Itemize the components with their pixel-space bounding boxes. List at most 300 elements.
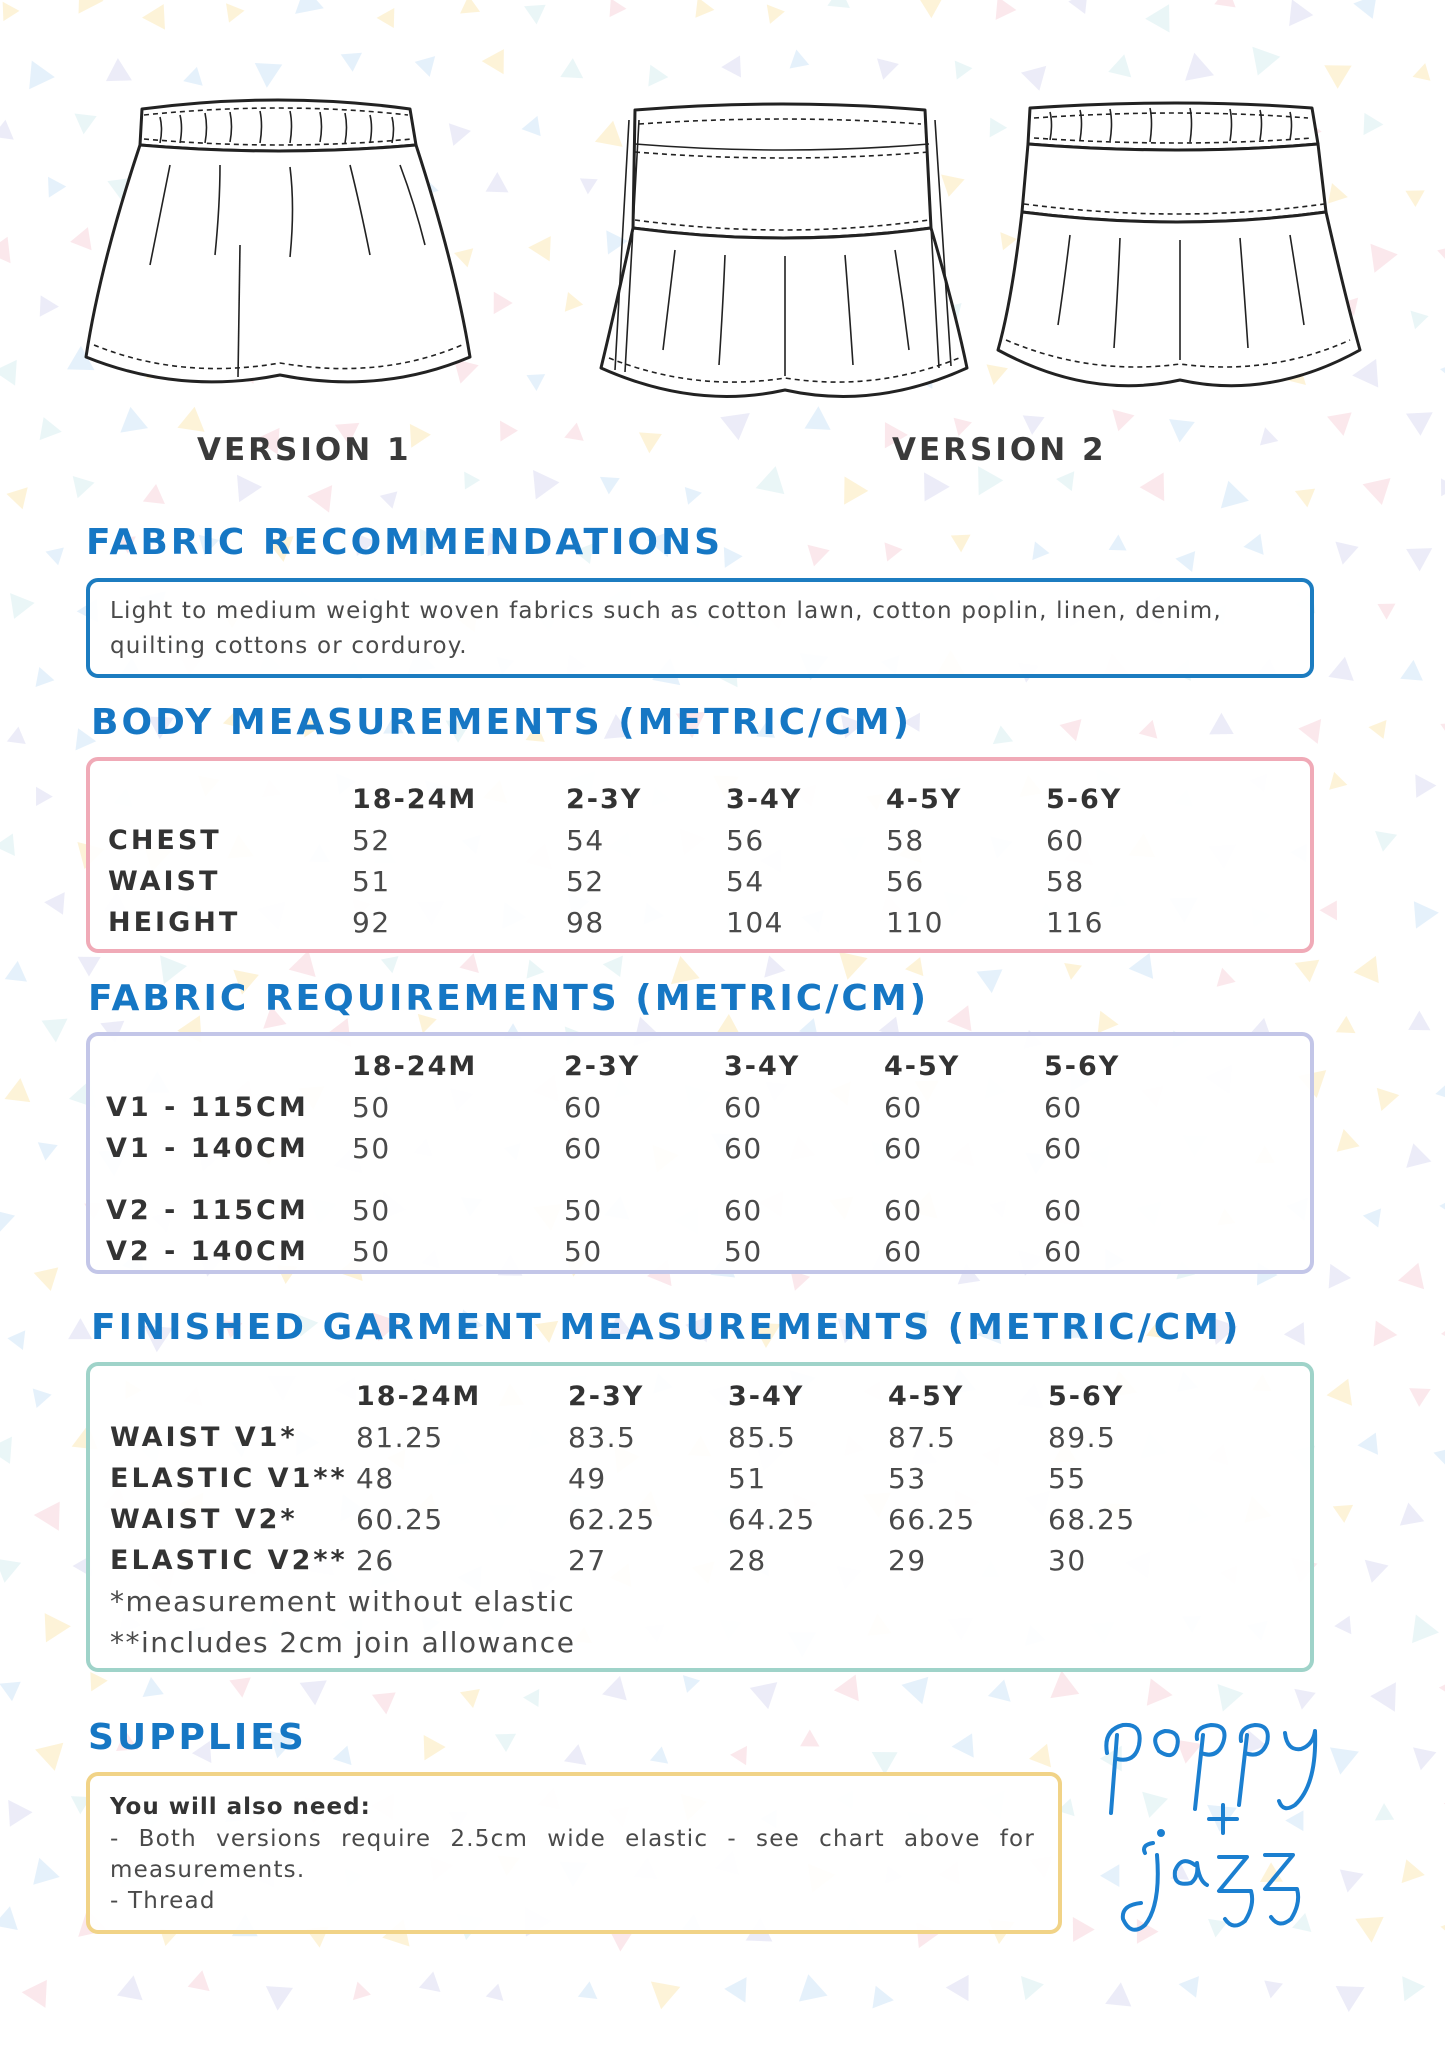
poppy-jazz-logo: [1095, 1705, 1365, 1945]
footnote: *measurement without elastic: [110, 1585, 576, 1618]
confetti-triangle: [36, 1009, 68, 1043]
confetti-triangle: [500, 420, 518, 441]
confetti-triangle: [912, 472, 950, 508]
confetti-triangle: [143, 483, 167, 504]
confetti-triangle: [1363, 478, 1396, 508]
column-header: 5-6Y: [1044, 1051, 1121, 1082]
confetti-triangle: [678, 481, 702, 505]
confetti-triangle: [528, 229, 561, 261]
footnote: **includes 2cm join allowance: [110, 1626, 576, 1659]
confetti-triangle: [1060, 711, 1090, 741]
confetti-triangle: [0, 829, 23, 856]
table-cell: 58: [886, 824, 925, 857]
confetti-triangle: [306, 482, 332, 512]
table-cell: 60.25: [356, 1503, 444, 1536]
confetti-triangle: [1398, 1258, 1431, 1289]
confetti-triangle: [1401, 1614, 1439, 1652]
confetti-triangle: [640, 60, 668, 86]
table-cell: 60: [1044, 1194, 1083, 1227]
table-cell: 62.25: [568, 1503, 656, 1536]
confetti-triangle: [991, 724, 1014, 744]
confetti-triangle: [46, 548, 68, 568]
confetti-triangle: [863, 1986, 893, 2016]
confetti-triangle: [1320, 895, 1346, 920]
confetti-triangle: [1439, 1185, 1445, 1220]
confetti-triangle: [1295, 480, 1321, 507]
confetti-triangle: [0, 1437, 22, 1470]
confetti-triangle: [1327, 1374, 1361, 1406]
confetti-triangle: [1440, 722, 1445, 742]
table-cell: 87.5: [888, 1421, 957, 1454]
confetti-triangle: [650, 1745, 671, 1764]
confetti-triangle: [646, 1982, 680, 2012]
table-cell: 64.25: [728, 1503, 816, 1536]
table-cell: 48: [356, 1462, 395, 1495]
confetti-triangle: [1375, 1803, 1399, 1828]
confetti-triangle: [112, 1975, 142, 2008]
confetti-triangle: [1217, 968, 1239, 992]
confetti-triangle: [1138, 1673, 1173, 1705]
confetti-triangle: [687, 0, 714, 24]
table-cell: 60: [1044, 1235, 1083, 1268]
confetti-triangle: [1167, 419, 1195, 444]
confetti-triangle: [177, 405, 208, 432]
body-measurements-heading: BODY MEASUREMENTS (METRIC/CM): [91, 702, 913, 743]
confetti-triangle: [143, 1677, 168, 1704]
confetti-triangle: [745, 1674, 777, 1709]
table-cell: 55: [1048, 1462, 1087, 1495]
confetti-triangle: [294, 1670, 327, 1705]
table-cell: 104: [726, 906, 784, 939]
confetti-triangle: [1243, 530, 1270, 555]
confetti-triangle: [522, 116, 549, 143]
confetti-triangle: [1145, 4, 1170, 33]
confetti-triangle: [1406, 412, 1434, 436]
confetti-triangle: [225, 1670, 251, 1697]
confetti-triangle: [77, 957, 100, 977]
confetti-triangle: [1318, 1264, 1351, 1296]
confetti-triangle: [480, 172, 508, 202]
column-header: 2-3Y: [564, 1051, 641, 1082]
table-cell: 60: [724, 1091, 763, 1124]
table-cell: 66.25: [888, 1503, 976, 1536]
confetti-triangle: [602, 1676, 636, 1710]
confetti-triangle: [1336, 1015, 1356, 1033]
row-label: V2 - 140CM: [106, 1236, 309, 1267]
confetti-triangle: [1027, 1744, 1051, 1771]
table-cell: 110: [886, 906, 944, 939]
confetti-triangle: [1368, 1080, 1399, 1111]
confetti-triangle: [35, 1142, 57, 1162]
confetti-triangle: [4, 483, 28, 509]
finished-garment-heading: FINISHED GARMENT MEASUREMENTS (METRIC/CM): [91, 1307, 1242, 1348]
row-label: V1 - 140CM: [106, 1133, 309, 1164]
confetti-triangle: [1354, 956, 1390, 992]
confetti-triangle: [522, 367, 545, 391]
column-header: 2-3Y: [566, 784, 643, 815]
supplies-line: measurements.: [110, 1857, 306, 1883]
column-header: 5-6Y: [1048, 1381, 1125, 1412]
table-cell: 81.25: [356, 1421, 444, 1454]
confetti-triangle: [0, 1800, 33, 1833]
column-header: 4-5Y: [888, 1381, 965, 1412]
confetti-triangle: [602, 0, 626, 17]
confetti-triangle: [599, 477, 620, 495]
confetti-triangle: [834, 1669, 868, 1701]
confetti-triangle: [1032, 542, 1050, 563]
confetti-triangle: [220, 3, 245, 26]
fabric-recommendations-box: [86, 578, 1314, 678]
confetti-triangle: [22, 1972, 59, 2008]
confetti-triangle: [1440, 1921, 1445, 1942]
confetti-triangle: [1064, 957, 1085, 980]
confetti-triangle: [988, 1677, 1016, 1702]
table-cell: 54: [726, 865, 765, 898]
confetti-triangle: [1370, 1681, 1396, 1711]
confetti-triangle: [1405, 190, 1425, 207]
confetti-triangle: [142, 0, 175, 30]
table-cell: 60: [884, 1132, 923, 1165]
column-header: 18-24M: [352, 784, 478, 815]
confetti-triangle: [1400, 537, 1432, 571]
table-cell: 68.25: [1048, 1503, 1136, 1536]
column-header: 5-6Y: [1046, 784, 1123, 815]
confetti-triangle: [1062, 1917, 1095, 1948]
confetti-triangle: [947, 55, 972, 80]
confetti-triangle: [1368, 720, 1392, 742]
confetti-triangle: [372, 1683, 403, 1715]
confetti-triangle: [1253, 427, 1278, 452]
row-label: WAIST V1*: [110, 1422, 298, 1453]
table-cell: 60: [564, 1132, 603, 1165]
confetti-triangle: [1413, 63, 1437, 87]
confetti-triangle: [412, 51, 435, 76]
fabric-requirements-heading: FABRIC REQUIREMENTS (METRIC/CM): [88, 978, 930, 1019]
table-cell: 60: [1046, 824, 1085, 857]
confetti-triangle: [946, 1968, 980, 2001]
confetti-triangle: [1333, 1505, 1355, 1524]
version-1-label: VERSION 1: [197, 432, 412, 468]
table-cell: 60: [884, 1091, 923, 1124]
confetti-triangle: [1105, 54, 1131, 83]
confetti-triangle: [227, 475, 262, 508]
supplies-title: You will also need:: [110, 1794, 371, 1820]
table-cell: 50: [564, 1235, 603, 1268]
confetti-triangle: [1175, 544, 1203, 572]
finished-garment-table: [86, 1362, 1314, 1672]
table-cell: 58: [1046, 865, 1085, 898]
confetti-triangle: [0, 1203, 19, 1235]
confetti-triangle: [419, 1969, 444, 1992]
confetti-triangle: [35, 667, 56, 690]
confetti-triangle: [1214, 477, 1249, 508]
table-cell: 29: [888, 1544, 927, 1577]
confetti-triangle: [1105, 1982, 1139, 2017]
confetti-triangle: [1289, 0, 1315, 28]
confetti-triangle: [1439, 1679, 1445, 1702]
table-cell: 92: [352, 906, 391, 939]
confetti-triangle: [460, 1681, 486, 1708]
confetti-triangle: [1179, 1969, 1208, 1997]
confetti-triangle: [1363, 1208, 1387, 1231]
fabric-recommendations-heading: FABRIC RECOMMENDATIONS: [86, 522, 724, 563]
confetti-triangle: [720, 413, 753, 442]
column-header: 2-3Y: [568, 1381, 645, 1412]
confetti-triangle: [1139, 473, 1164, 502]
confetti-triangle: [48, 176, 67, 198]
confetti-triangle: [1109, 534, 1132, 558]
confetti-triangle: [1335, 535, 1362, 564]
row-label: V1 - 115CM: [106, 1092, 309, 1123]
confetti-triangle: [767, 2, 787, 24]
confetti-triangle: [1050, 1671, 1084, 1708]
confetti-triangle: [803, 545, 830, 569]
table-cell: 50: [352, 1091, 391, 1124]
confetti-triangle: [353, 1982, 373, 2004]
confetti-triangle: [1055, 469, 1074, 491]
confetti-triangle: [1392, 1969, 1425, 2001]
confetti-triangle: [31, 290, 59, 316]
table-cell: 116: [1046, 906, 1104, 939]
version-2-front-illustration: [595, 100, 975, 415]
table-cell: 60: [724, 1194, 763, 1227]
confetti-triangle: [533, 468, 561, 500]
supplies-box: [86, 1772, 1062, 1934]
table-cell: 52: [566, 865, 605, 898]
row-label: V2 - 115CM: [106, 1195, 309, 1226]
confetti-triangle: [844, 477, 868, 505]
confetti-triangle: [565, 292, 585, 314]
confetti-triangle: [66, 0, 103, 21]
confetti-triangle: [523, 1689, 546, 1711]
table-cell: 52: [352, 824, 391, 857]
row-label-chest: CHEST: [108, 825, 222, 856]
confetti-triangle: [901, 1667, 938, 1704]
confetti-triangle: [1353, 0, 1384, 23]
table-cell: 50: [352, 1194, 391, 1227]
confetti-triangle: [0, 231, 20, 263]
confetti-triangle: [524, 0, 552, 24]
table-cell: 50: [724, 1235, 763, 1268]
table-cell: 60: [1044, 1091, 1083, 1124]
confetti-triangle: [1401, 1140, 1432, 1168]
row-label: ELASTIC V2**: [110, 1545, 348, 1576]
confetti-triangle: [99, 58, 132, 92]
confetti-triangle: [996, 0, 1018, 22]
confetti-triangle: [0, 1906, 26, 1939]
confetti-triangle: [905, 954, 929, 976]
confetti-triangle: [0, 1559, 21, 1585]
table-cell: 49: [568, 1462, 607, 1495]
confetti-triangle: [64, 468, 94, 498]
confetti-triangle: [495, 1734, 517, 1753]
confetti-triangle: [952, 1728, 983, 1758]
table-cell: 50: [352, 1132, 391, 1165]
confetti-triangle: [0, 353, 28, 386]
confetti-triangle: [1406, 774, 1437, 803]
confetti-triangle: [1324, 65, 1352, 89]
confetti-triangle: [32, 1605, 71, 1642]
confetti-triangle: [258, 1975, 293, 2011]
table-cell: 60: [564, 1091, 603, 1124]
confetti-triangle: [117, 405, 148, 433]
confetti-triangle: [1372, 831, 1397, 853]
confetti-triangle: [457, 953, 479, 977]
confetti-triangle: [1328, 657, 1362, 691]
column-header: 3-4Y: [728, 1381, 805, 1412]
row-label: WAIST V2*: [110, 1504, 298, 1535]
row-label-height: HEIGHT: [108, 907, 241, 938]
table-cell: 85.5: [728, 1421, 797, 1454]
confetti-triangle: [377, 8, 403, 33]
confetti-triangle: [29, 61, 56, 92]
confetti-triangle: [1400, 660, 1429, 690]
confetti-triangle: [494, 292, 513, 314]
confetti-triangle: [756, 466, 795, 505]
confetti-triangle: [1433, 478, 1445, 500]
table-cell: 53: [888, 1462, 927, 1495]
confetti-triangle: [1364, 1315, 1397, 1346]
confetti-triangle: [872, 1741, 904, 1775]
confetti-triangle: [978, 466, 1003, 496]
confetti-triangle: [1139, 720, 1165, 746]
confetti-triangle: [1325, 769, 1347, 789]
confetti-triangle: [44, 892, 73, 920]
confetti-triangle: [378, 951, 399, 973]
version-1-skirt-illustration: [80, 95, 480, 400]
confetti-triangle: [564, 1742, 590, 1765]
confetti-triangle: [290, 0, 323, 14]
confetti-triangle: [247, 51, 282, 87]
confetti-triangle: [683, 1672, 702, 1693]
confetti-triangle: [1209, 713, 1240, 745]
confetti-triangle: [1175, 53, 1214, 92]
table-cell: 28: [728, 1544, 767, 1577]
table-cell: 83.5: [568, 1421, 637, 1454]
column-header: 4-5Y: [884, 1051, 961, 1082]
column-header: 18-24M: [356, 1381, 482, 1412]
confetti-triangle: [331, 1746, 352, 1769]
confetti-triangle: [380, 491, 401, 511]
confetti-triangle: [639, 424, 667, 454]
table-cell: 27: [568, 1544, 607, 1577]
confetti-triangle: [1284, 1317, 1314, 1346]
confetti-triangle: [183, 65, 206, 86]
table-cell: 60: [1044, 1132, 1083, 1165]
confetti-triangle: [724, 1976, 747, 2003]
confetti-triangle: [721, 50, 750, 77]
confetti-triangle: [1402, 893, 1438, 928]
confetti-triangle: [872, 58, 899, 82]
table-cell: 89.5: [1048, 1421, 1117, 1454]
confetti-triangle: [1067, 0, 1087, 14]
confetti-triangle: [794, 1971, 828, 2001]
confetti-triangle: [1357, 1428, 1386, 1455]
confetti-triangle: [919, 0, 943, 18]
confetti-triangle: [1297, 716, 1322, 744]
confetti-triangle: [976, 959, 1010, 994]
fabric-recommendations-text: Light to medium weight woven fabrics such as cotton lawn, cotton poplin, linen, denim, quilting cottons or corduroy.: [110, 598, 1222, 659]
confetti-triangle: [1440, 362, 1445, 386]
confetti-triangle: [1360, 1560, 1389, 1586]
confetti-triangle: [0, 961, 27, 990]
table-cell: 60: [884, 1235, 923, 1268]
row-label-waist: WAIST: [108, 866, 221, 897]
table-cell: 51: [728, 1462, 767, 1495]
table-cell: 60: [724, 1132, 763, 1165]
supplies-line: - Thread: [110, 1888, 216, 1914]
confetti-triangle: [790, 49, 813, 74]
confetti-triangle: [560, 57, 584, 78]
table-cell: 54: [566, 824, 605, 857]
confetti-triangle: [1334, 1612, 1358, 1634]
supplies-line: - Both versions require 2.5cm wide elastic - see chart above for: [110, 1826, 1035, 1852]
row-label: ELASTIC V1**: [110, 1463, 348, 1494]
confetti-triangle: [486, 1981, 507, 2000]
confetti-triangle: [1337, 1129, 1363, 1158]
confetti-triangle: [1244, 47, 1280, 81]
confetti-triangle: [34, 1267, 63, 1293]
confetti-triangle: [1373, 596, 1395, 620]
confetti-triangle: [457, 472, 480, 494]
confetti-triangle: [1258, 1973, 1283, 1998]
confetti-triangle: [1433, 1447, 1445, 1473]
table-cell: 98: [566, 906, 605, 939]
confetti-triangle: [410, 423, 432, 448]
column-header: 3-4Y: [726, 784, 803, 815]
confetti-triangle: [28, 787, 53, 811]
confetti-triangle: [1440, 1319, 1445, 1347]
confetti-triangle: [25, 1382, 51, 1408]
confetti-triangle: [946, 527, 970, 553]
confetti-triangle: [1435, 1077, 1445, 1100]
confetti-triangle: [3, 1, 20, 21]
table-cell: 56: [726, 824, 765, 857]
supplies-heading: SUPPLIES: [88, 1717, 307, 1758]
table-cell: 51: [352, 865, 391, 898]
table-cell: 26: [356, 1544, 395, 1577]
confetti-triangle: [341, 53, 364, 73]
confetti-triangle: [0, 1673, 27, 1701]
column-header: 3-4Y: [724, 1051, 801, 1082]
confetti-triangle: [1396, 1500, 1424, 1525]
confetti-triangle: [6, 1328, 25, 1350]
confetti-triangle: [1395, 1855, 1425, 1883]
confetti-triangle: [1021, 66, 1052, 94]
confetti-triangle: [33, 413, 62, 440]
column-header: 18-24M: [352, 1051, 478, 1082]
confetti-triangle: [795, 1729, 819, 1754]
version-2-label: VERSION 2: [892, 432, 1107, 468]
confetti-triangle: [1021, 1972, 1046, 2000]
table-cell: 50: [352, 1235, 391, 1268]
confetti-triangle: [0, 118, 16, 139]
confetti-triangle: [1413, 1741, 1440, 1770]
confetti-triangle: [877, 536, 903, 561]
confetti-triangle: [730, 1745, 747, 1765]
confetti-triangle: [34, 1494, 72, 1531]
confetti-triangle: [1411, 307, 1431, 329]
column-header: 4-5Y: [886, 784, 963, 815]
confetti-triangle: [1403, 1011, 1431, 1040]
confetti-triangle: [7, 725, 28, 744]
table-cell: 56: [886, 865, 925, 898]
confetti-triangle: [1434, 240, 1445, 266]
fabric-requirements-table: [86, 1032, 1314, 1274]
confetti-triangle: [482, 43, 515, 75]
table-cell: 50: [564, 1194, 603, 1227]
table-cell: 30: [1048, 1544, 1087, 1577]
